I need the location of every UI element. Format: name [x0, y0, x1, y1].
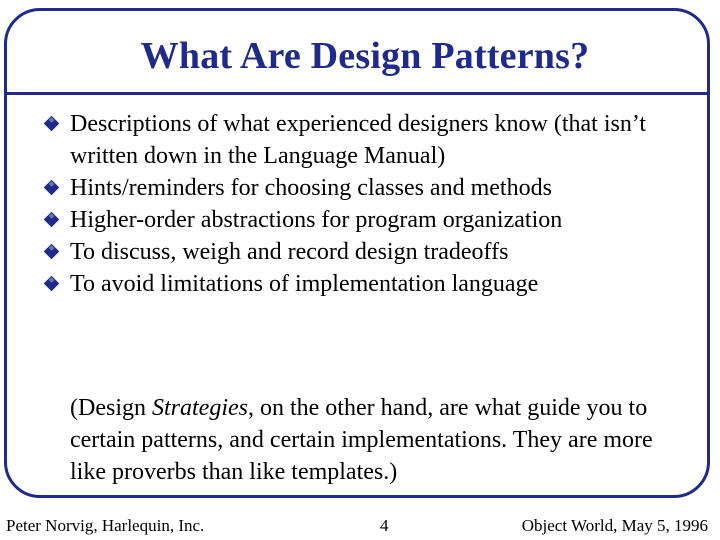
bullet-text: Hints/reminders for choosing classes and methods [70, 175, 552, 201]
footer-page-number: 4 [380, 516, 389, 535]
bullet-text: To avoid limitations of implementation language [70, 271, 539, 297]
bullet-item [44, 204, 684, 236]
diamond-bullet-icon [44, 212, 60, 228]
note-rest: , on the other hand, are what guide you to certain patterns, and certain implementations. They are more like proverbs than like templates.) [70, 395, 653, 485]
footer-author: Peter Norvig, Harlequin, Inc. [6, 516, 205, 535]
bullet-text: To discuss, weigh and record design tradeoffs [70, 239, 509, 265]
bullet-text: Descriptions of what experienced designers know (that isn’t written down in the Language Manual) [70, 111, 647, 169]
bullet-item [44, 172, 684, 204]
bullet-item [44, 236, 684, 268]
footer-event: Object World, May 5, 1996 [521, 516, 708, 535]
bullet-item [44, 108, 684, 172]
bullet-item [44, 268, 684, 300]
note-emphasis: Strategies [151, 395, 248, 421]
diamond-bullet-icon [44, 244, 60, 260]
bullet-list [44, 108, 684, 300]
bullet-text: Higher-order abstractions for program organization [70, 207, 563, 233]
diamond-bullet-icon [44, 276, 60, 292]
strategies-note [70, 392, 680, 488]
note-open: (Design [70, 395, 152, 421]
diamond-bullet-icon [44, 116, 60, 132]
slide-title: What Are Design Patterns? [140, 35, 590, 77]
title-divider [4, 92, 710, 95]
diamond-bullet-icon [44, 180, 60, 196]
